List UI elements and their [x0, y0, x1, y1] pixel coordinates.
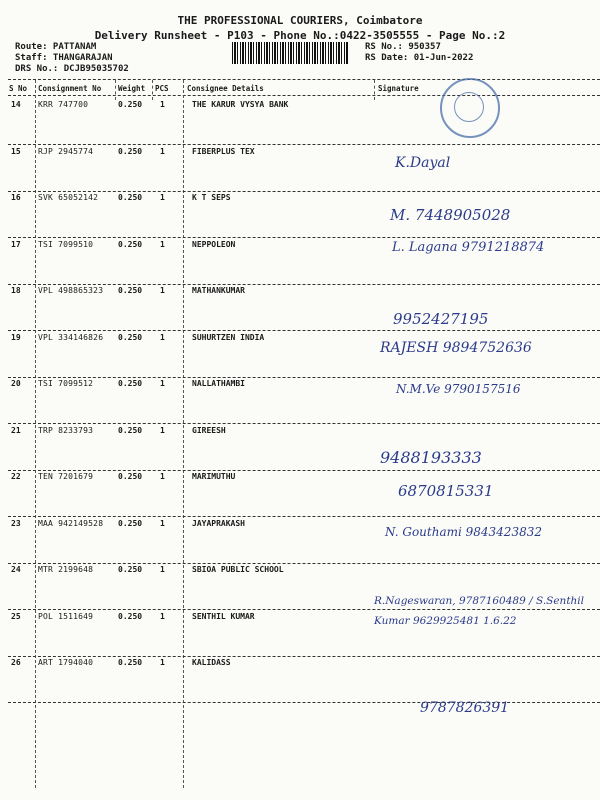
row-pcs: 1: [160, 611, 165, 621]
row-weight: 0.250: [118, 425, 143, 435]
row-weight: 0.250: [118, 472, 143, 481]
column-divider: [152, 80, 153, 100]
row-consignment-no: RJP 2945774: [38, 146, 94, 156]
drs-label: DRS No.: DCJB95035702: [15, 64, 129, 74]
row-sno: 19: [11, 332, 21, 342]
col-consignment: Consignment No: [38, 84, 102, 93]
row-consignee: GIREESH: [192, 425, 226, 435]
row-divider: [8, 191, 600, 192]
row-consignment-no: KRR 747700: [38, 100, 89, 109]
row-consignment-no: MAA 942149528: [38, 518, 104, 528]
row-consignee: KALIDASS: [192, 658, 231, 667]
row-pcs: 1: [160, 100, 165, 109]
col-sno: S No: [9, 84, 28, 93]
signature-row-15: K.Dayal: [395, 155, 451, 171]
row-weight: 0.250: [118, 286, 143, 295]
row-pcs: 1: [160, 472, 165, 481]
rs-number-label: RS No.: 950357: [365, 42, 441, 52]
row-weight: 0.250: [118, 658, 143, 667]
document-subtitle: Delivery Runsheet - P103 - Phone No.:0422-3505555 - Page No.:2: [94, 29, 506, 42]
row-weight: 0.250: [118, 193, 143, 202]
row-consignee: MARIMUTHU: [192, 472, 236, 481]
row-sno: 18: [11, 286, 21, 295]
row-divider: [8, 423, 600, 424]
row-consignment-no: SVK 65052142: [38, 193, 99, 202]
row-sno: 16: [11, 193, 21, 202]
row-weight: 0.250: [118, 332, 143, 342]
table-row: [0, 658, 600, 704]
row-consignee: NEPPOLEON: [192, 239, 236, 249]
row-sno: 22: [11, 472, 21, 481]
row-consignment-no: VPL 498865323: [38, 286, 104, 295]
document-title: THE PROFESSIONAL COURIERS, Coimbatore: [177, 14, 423, 27]
row-weight: 0.250: [118, 239, 143, 249]
row-consignee: MATHANKUMAR: [192, 286, 245, 295]
row-consignment-no: ART 1794040: [38, 658, 94, 667]
row-consignee: SUHURTZEN INDIA: [192, 332, 265, 342]
row-consignee: NALLATHAMBI: [192, 379, 245, 388]
row-weight: 0.250: [118, 146, 143, 156]
row-weight: 0.250: [118, 379, 143, 388]
row-sno: 25: [11, 611, 21, 621]
row-divider: [8, 237, 600, 238]
row-consignee: SBIOA PUBLIC SCHOOL: [192, 565, 284, 574]
signature-row-23: N. Gouthami 9843423832: [385, 525, 542, 539]
row-sno: 21: [11, 425, 21, 435]
col-consignee: Consignee Details: [187, 84, 264, 93]
signature-row-16: M. 7448905028: [390, 206, 511, 224]
row-pcs: 1: [160, 658, 165, 667]
row-pcs: 1: [160, 193, 165, 202]
row-consignee: THE KARUR VYSYA BANK: [192, 100, 289, 109]
row-consignment-no: TSI 7099510: [38, 239, 94, 249]
row-consignment-no: POL 1511649: [38, 611, 94, 621]
row-weight: 0.250: [118, 565, 143, 574]
row-divider: [8, 377, 600, 378]
row-pcs: 1: [160, 425, 165, 435]
row-sno: 20: [11, 379, 21, 388]
row-divider: [8, 470, 600, 471]
signature-row-18: 9952427195: [393, 310, 489, 328]
barcode: [232, 42, 348, 64]
staff-label: Staff: THANGARAJAN: [15, 53, 113, 63]
column-divider: [374, 80, 375, 100]
row-consignment-no: TEN 7201679: [38, 472, 94, 481]
row-consignee: JAYAPRAKASH: [192, 518, 245, 528]
signature-row-25: R.Nageswaran, 9787160489 / S.Senthil Kumar 9629925481 1.6.22: [374, 595, 585, 627]
table-row: [0, 147, 600, 193]
row-sno: 23: [11, 518, 21, 528]
row-sno: 26: [11, 658, 21, 667]
row-consignee: SENTHIL KUMAR: [192, 611, 255, 621]
row-pcs: 1: [160, 565, 165, 574]
signature-row-26: 9787826391: [420, 700, 510, 716]
row-pcs: 1: [160, 379, 165, 388]
row-divider: [8, 702, 600, 703]
row-pcs: 1: [160, 286, 165, 295]
col-signature: Signature: [378, 84, 419, 93]
row-consignment-no: MTR 2199648: [38, 565, 94, 574]
row-pcs: 1: [160, 518, 165, 528]
signature-row-17: L. Lagana 9791218874: [392, 240, 545, 255]
col-weight: Weight: [118, 84, 146, 93]
row-divider: [8, 516, 600, 517]
header-rule-bottom: [8, 95, 600, 96]
row-consignee: FIBERPLUS TEX: [192, 146, 255, 156]
row-sno: 15: [11, 146, 21, 156]
row-weight: 0.250: [118, 100, 143, 109]
header-rule-top: [8, 79, 600, 80]
row-sno: 17: [11, 239, 21, 249]
row-sno: 14: [11, 100, 21, 109]
rs-date-label: RS Date: 01-Jun-2022: [365, 53, 474, 63]
table-row: [0, 472, 600, 518]
table-row: [0, 426, 600, 472]
row-pcs: 1: [160, 332, 165, 342]
row-sno: 24: [11, 565, 21, 574]
row-divider: [8, 284, 600, 285]
row-consignment-no: VPL 334146826: [38, 332, 104, 342]
row-consignment-no: TSI 7099512: [38, 379, 94, 388]
route-label: Route: PATTANAM: [15, 42, 97, 52]
signature-row-22: 6870815331: [398, 482, 494, 500]
row-pcs: 1: [160, 146, 165, 156]
row-divider: [8, 656, 600, 657]
signature-row-21: 9488193333: [380, 448, 482, 467]
row-pcs: 1: [160, 239, 165, 249]
row-weight: 0.250: [118, 611, 143, 621]
table-row: [0, 100, 600, 146]
signature-row-20: N.M.Ve 9790157516: [396, 382, 521, 396]
signature-row-19: RAJESH 9894752636: [380, 340, 532, 356]
row-weight: 0.250: [118, 518, 143, 528]
row-divider: [8, 330, 600, 331]
row-consignment-no: TRP 8233793: [38, 425, 94, 435]
row-divider: [8, 144, 600, 145]
row-consignee: K T SEPS: [192, 193, 231, 202]
row-divider: [8, 563, 600, 564]
col-pcs: PCS: [155, 84, 169, 93]
column-divider: [115, 80, 116, 100]
table-row: [0, 286, 600, 332]
